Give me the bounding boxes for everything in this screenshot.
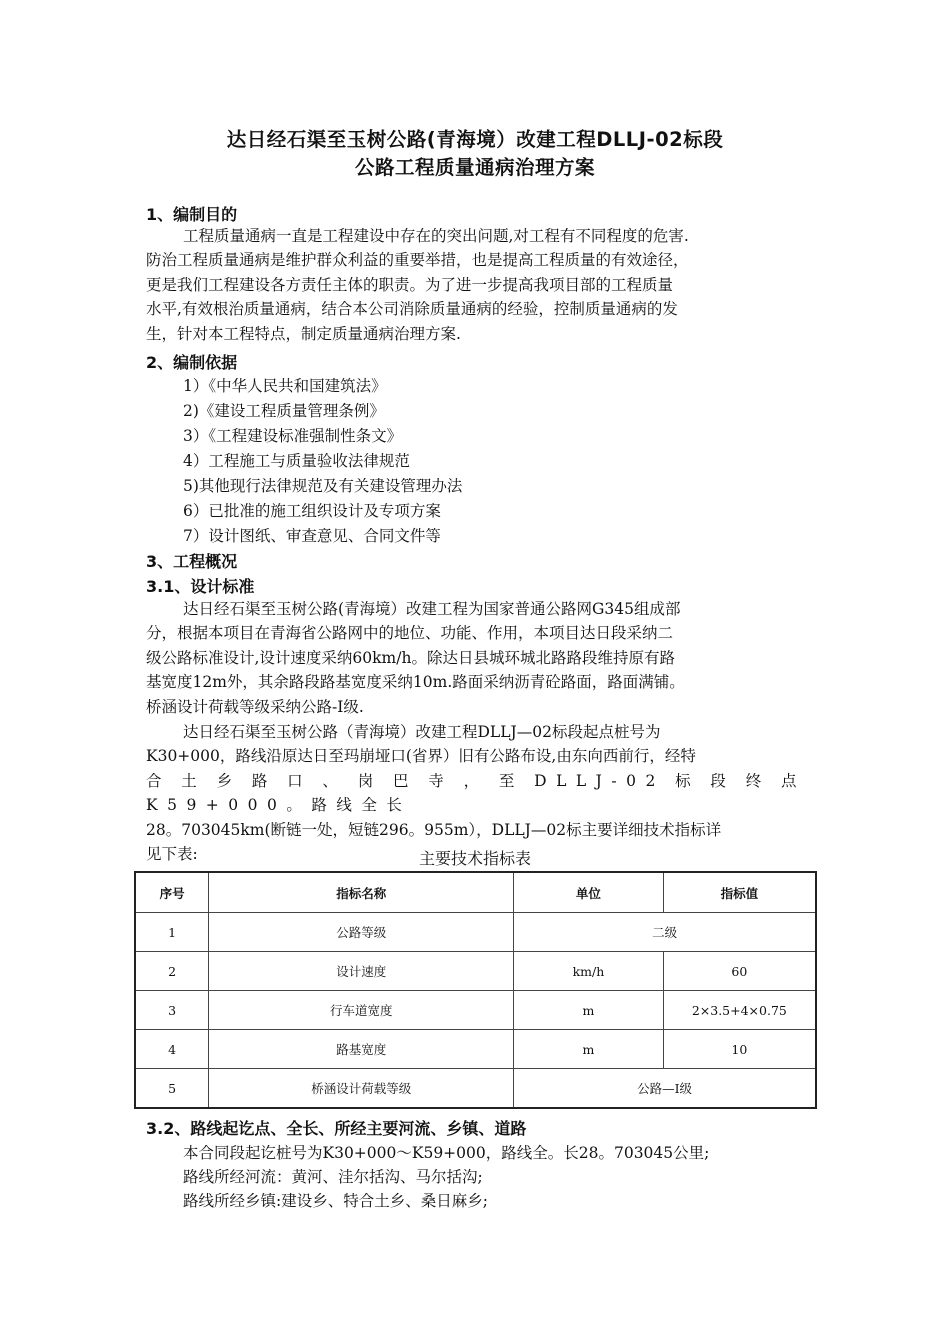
route-line: 路线所经河流：黄河、洼尔括沟、马尔括沟; [183, 1168, 483, 1186]
design-standard-paragraph [146, 597, 806, 719]
text-line: 达日经石渠至玉树公路(青海境）改建工程为国家普通公路网G345组成部 [183, 600, 681, 618]
subsection-heading-route: 3.2、路线起讫点、全长、所经主要河流、乡镇、道路 [146, 1119, 527, 1138]
cell-name: 桥涵设计荷载等级 [209, 1069, 514, 1109]
cell-no: 5 [135, 1069, 209, 1109]
text-line: 生，针对本工程特点，制定质量通病治理方案. [146, 324, 461, 343]
section-heading-purpose: 1、编制目的 [146, 205, 238, 224]
table-row [135, 913, 816, 952]
cell-no: 2 [135, 952, 209, 991]
basis-item: 5)其他现行法律规范及有关建设管理办法 [183, 477, 463, 495]
route-line: 路线所经乡镇:建设乡、特合土乡、桑日麻乡; [183, 1192, 488, 1210]
cell-value: 二级 [514, 913, 816, 952]
basis-item: 7）设计图纸、审查意见、合同文件等 [183, 527, 441, 545]
cell-value: 2×3.5+4×0.75 [663, 991, 816, 1030]
cell-unit: m [514, 991, 664, 1030]
column-header-value: 指标值 [663, 872, 816, 913]
text-line: 水平,有效根治质量通病，结合本公司消除质量通病的经验，控制质量通病的发 [146, 300, 678, 319]
cell-name: 设计速度 [209, 952, 514, 991]
cell-value: 10 [663, 1030, 816, 1069]
table-row [135, 1069, 816, 1109]
table-row [135, 952, 816, 991]
text-line: 分，根据本项目在青海省公路网中的地位、功能、作用，本项目达日段采纳二 [146, 624, 674, 643]
cell-name: 路基宽度 [209, 1030, 514, 1069]
basis-item: 6）已批准的施工组织设计及专项方案 [183, 502, 441, 520]
table-row [135, 1030, 816, 1069]
basis-item: 3）《工程建设标准强制性条文》 [183, 427, 403, 445]
text-line: 更是我们工程建设各方责任主体的职责。为了进一步提高我项目部的工程质量 [146, 275, 674, 294]
section-heading-basis: 2、编制依据 [146, 353, 238, 372]
table-header-row [135, 872, 816, 913]
cell-no: 1 [135, 913, 209, 952]
route-description-paragraph [146, 720, 806, 866]
column-header-name: 指标名称 [209, 872, 514, 913]
technical-index-table [134, 871, 817, 1109]
cell-no: 4 [135, 1030, 209, 1069]
text-line: 级公路标准设计,设计速度采纳60km/h。除达日县城环城北路路段维持原有路 [146, 648, 675, 667]
basis-item: 2)《建设工程质量管理条例》 [183, 402, 385, 420]
column-header-no: 序号 [135, 872, 209, 913]
cell-unit: km/h [514, 952, 664, 991]
basis-item: 1）《中华人民共和国建筑法》 [183, 377, 387, 395]
document-title: 达日经石渠至玉树公路(青海境）改建工程DLLJ-02标段 [226, 128, 724, 151]
text-line: 工程质量通病一直是工程建设中存在的突出问题,对工程有不同程度的危害. [183, 227, 689, 245]
text-line: 合土乡路口、岗巴寺，至DLLJ-02标段终点K59+000。路线全长 [146, 771, 806, 815]
text-line: 防治工程质量通病是维护群众利益的重要举措，也是提高工程质量的有效途径， [146, 251, 689, 270]
basis-item: 4）工程施工与质量验收法律规范 [183, 452, 410, 470]
column-header-unit: 单位 [514, 872, 664, 913]
cell-name: 公路等级 [209, 913, 514, 952]
text-line: 桥涵设计荷载等级采纳公路-I级. [146, 697, 364, 716]
cell-name: 行车道宽度 [209, 991, 514, 1030]
text-line: 基宽度12m外，其余路段路基宽度采纳10m.路面采纳沥青砼路面，路面满铺。 [146, 673, 685, 692]
table-row [135, 991, 816, 1030]
text-line: 达日经石渠至玉树公路（青海境）改建工程DLLJ—02标段起点桩号为 [183, 723, 661, 741]
table-caption: 主要技术指标表 [418, 849, 531, 868]
text-line: 见下表: [146, 845, 198, 864]
section-heading-overview: 3、工程概况 [146, 552, 238, 571]
cell-no: 3 [135, 991, 209, 1030]
cell-unit: m [514, 1030, 664, 1069]
document-subtitle: 公路工程质量通病治理方案 [354, 156, 595, 179]
text-line: K30+000，路线沿原达日至玛崩垭口(省界）旧有公路布设,由东向西前行，经特 [146, 747, 696, 766]
cell-value: 60 [663, 952, 816, 991]
purpose-paragraph [146, 224, 806, 346]
cell-value: 公路—Ⅰ级 [514, 1069, 816, 1109]
text-line: 28。703045km(断链一处，短链296。955m），DLLJ—02标主要详细技术指标详 [146, 820, 722, 839]
subsection-heading-design-standard: 3.1、设计标准 [146, 577, 255, 596]
route-line: 本合同段起讫桩号为K30+000～K59+000，路线全。长28。703045公里; [183, 1144, 710, 1162]
